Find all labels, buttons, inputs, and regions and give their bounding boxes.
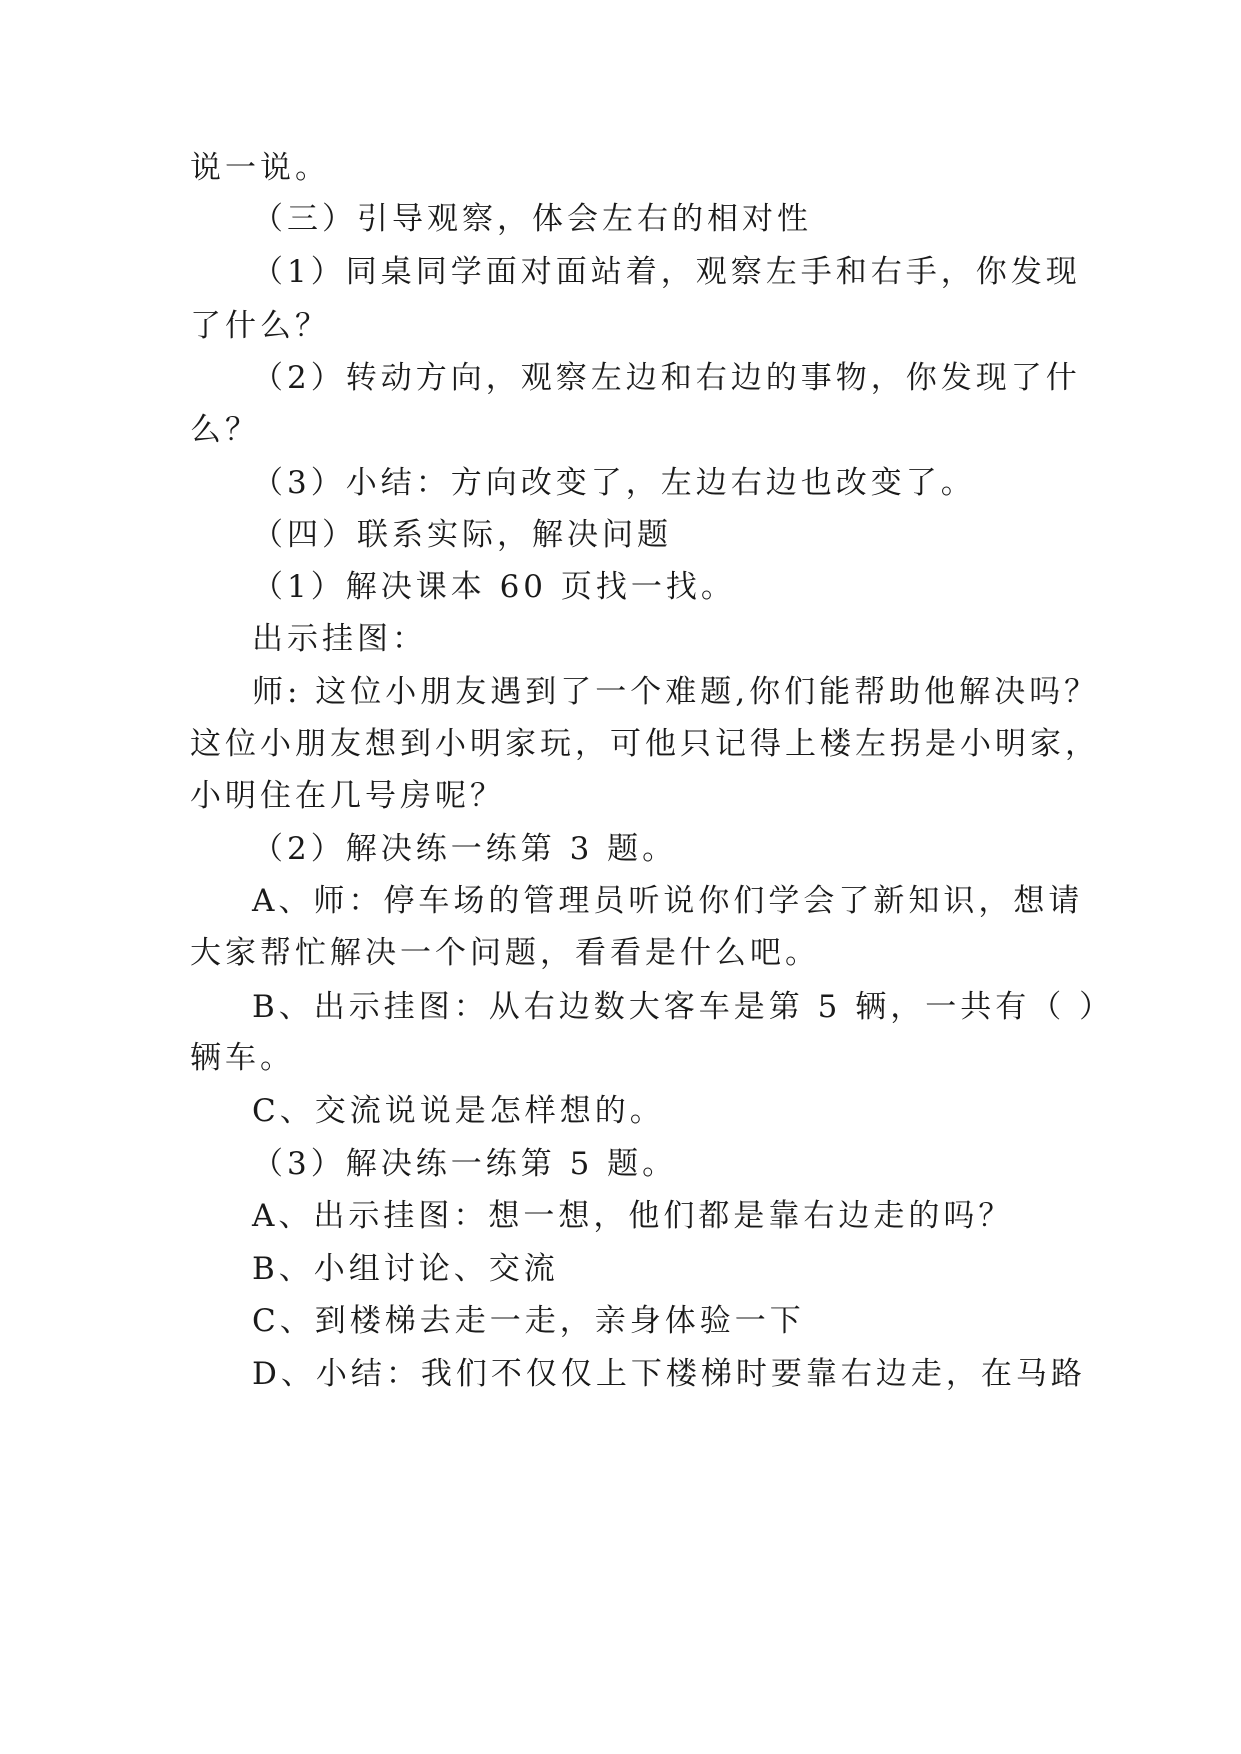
section-heading: （三）引导观察，体会左右的相对性 (252, 201, 812, 237)
text-line: 了什么？ (190, 308, 330, 344)
text-line: A、师：停车场的管理员听说你们学会了新知识，想请 (252, 883, 1084, 919)
text-line: 这位小朋友想到小明家玩，可他只记得上楼左拐是小明家， (190, 726, 1100, 762)
text-line: A、出示挂图：想一想，他们都是靠右边走的吗？ (252, 1198, 1014, 1234)
text-line: （1）同桌同学面对面站着，观察左手和右手，你发现 (252, 254, 1081, 290)
text-line: （1）解决课本 60 页找一找。 (252, 569, 736, 605)
text-line: 么？ (190, 412, 260, 448)
text-line: （3）小结：方向改变了，左边右边也改变了。 (252, 465, 976, 501)
text-line: C、交流说说是怎样想的。 (252, 1093, 665, 1129)
text-line: 小明住在几号房呢？ (190, 778, 505, 814)
text-line: （2）解决练一练第 3 题。 (252, 831, 678, 867)
text-line: C、到楼梯去走一走，亲身体验一下 (252, 1303, 805, 1339)
text-line: 出示挂图： (252, 621, 427, 657)
text-line: 大家帮忙解决一个问题，看看是什么吧。 (190, 935, 820, 971)
text-line: B、小组讨论、交流 (252, 1251, 559, 1287)
text-line: 说一说。 (190, 150, 330, 186)
text-line: 辆车。 (190, 1040, 295, 1076)
text-line: 师: 这位小朋友遇到了一个难题,你们能帮助他解决吗？ (252, 674, 1100, 710)
text-line: B、出示挂图：从右边数大客车是第 5 辆，一共有（ ） (252, 989, 1115, 1025)
text-line: （2）转动方向，观察左边和右边的事物，你发现了什 (252, 360, 1081, 396)
text-line: （3）解决练一练第 5 题。 (252, 1146, 678, 1182)
text-line: D、小结：我们不仅仅上下楼梯时要靠右边走，在马路 (252, 1356, 1086, 1392)
section-heading: （四）联系实际，解决问题 (252, 517, 672, 553)
